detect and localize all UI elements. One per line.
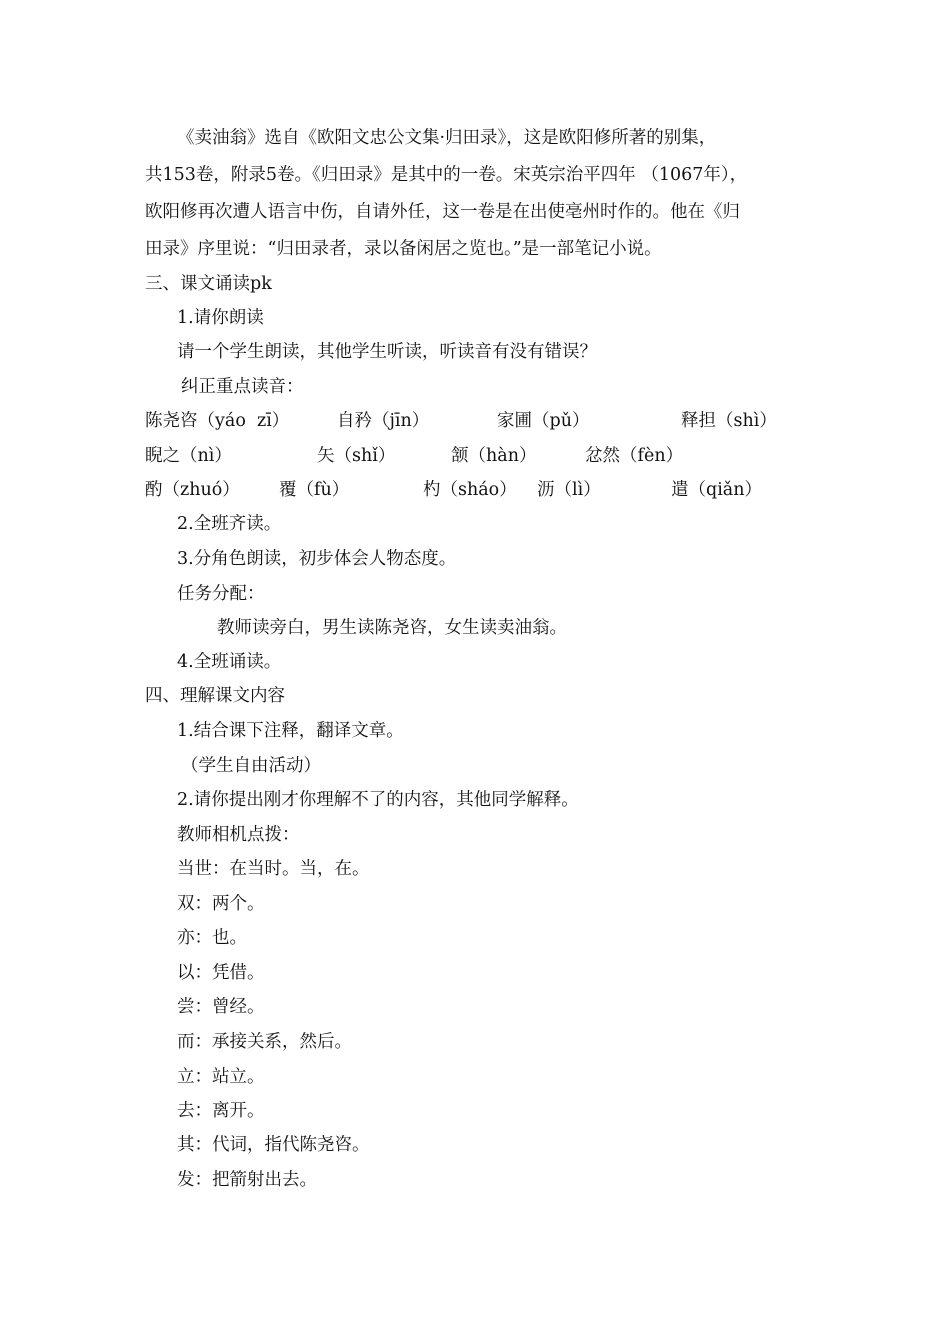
intro-line-3: 欧阳修再次遭人语言中伤，自请外任，这一卷是在出使亳州时作的。他在《归 <box>145 202 740 222</box>
pron-item: 酌（zhuó） <box>145 480 240 500</box>
intro-line-2: 共153卷，附录5卷。《归田录》是其中的一卷。宋英宗治平四年 （1067年）， <box>145 165 748 185</box>
gloss-item: 发：把箭射出去。 <box>177 1170 317 1190</box>
gloss-item: 以：凭借。 <box>177 963 265 983</box>
pron-item: 释担（shì） <box>681 411 777 431</box>
section3-item4: 4.全班诵读。 <box>177 652 282 672</box>
intro-line-4: 田录》序里说：“归田录者，录以备闲居之览也。”是一部笔记小说。 <box>145 239 662 259</box>
section3-item2: 2.全班齐读。 <box>177 514 282 534</box>
gloss-item: 而：承接关系，然后。 <box>177 1032 352 1052</box>
gloss-item: 双：两个。 <box>177 894 265 914</box>
pron-item: 自矜（jīn） <box>337 411 430 431</box>
pron-item: 家圃（pǔ） <box>497 411 590 431</box>
correct-pronunciation-label: 纠正重点读音： <box>181 377 304 397</box>
pron-item: 陈尧咨（yáo zī） <box>145 411 290 431</box>
section4-item2: 2.请你提出刚才你理解不了的内容，其他同学解释。 <box>177 790 579 810</box>
intro-line-1: 《卖油翁》选自《欧阳文忠公文集·归田录》，这是欧阳修所著的别集， <box>177 128 717 148</box>
task-desc: 教师读旁白，男生读陈尧咨，女生读卖油翁。 <box>217 618 567 638</box>
gloss-item: 去：离开。 <box>177 1101 265 1121</box>
section4-heading: 四、理解课文内容 <box>145 686 285 706</box>
section3-item1: 1.请你朗读 <box>177 308 264 328</box>
section3-item1-desc: 请一个学生朗读，其他学生听读，听读音有没有错误？ <box>177 342 597 362</box>
pron-item: 沥（lì） <box>537 480 601 500</box>
gloss-item: 立：站立。 <box>177 1067 265 1087</box>
pron-item: 杓（sháo） <box>423 480 517 500</box>
teacher-guidance-label: 教师相机点拨： <box>177 825 300 845</box>
section3-heading: 三、课文诵读pk <box>145 274 272 294</box>
task-label: 任务分配： <box>177 584 265 604</box>
section4-item1: 1.结合课下注释，翻译文章。 <box>177 721 404 741</box>
pron-item: 忿然（fèn） <box>585 446 684 466</box>
gloss-item: 其：代词，指代陈尧咨。 <box>177 1135 370 1155</box>
activity-note: （学生自由活动） <box>181 756 321 776</box>
pron-item: 覆（fù） <box>279 480 350 500</box>
gloss-item: 亦：也。 <box>177 928 247 948</box>
gloss-item: 当世：在当时。当，在。 <box>177 859 370 879</box>
pron-item: 睨之（nì） <box>145 446 232 466</box>
gloss-item: 尝：曾经。 <box>177 997 265 1017</box>
pron-item: 遣（qiǎn） <box>671 480 763 500</box>
pron-item: 颔（hàn） <box>451 446 537 466</box>
pron-item: 矢（shǐ） <box>317 446 396 466</box>
section3-item3: 3.分角色朗读，初步体会人物态度。 <box>177 549 457 569</box>
